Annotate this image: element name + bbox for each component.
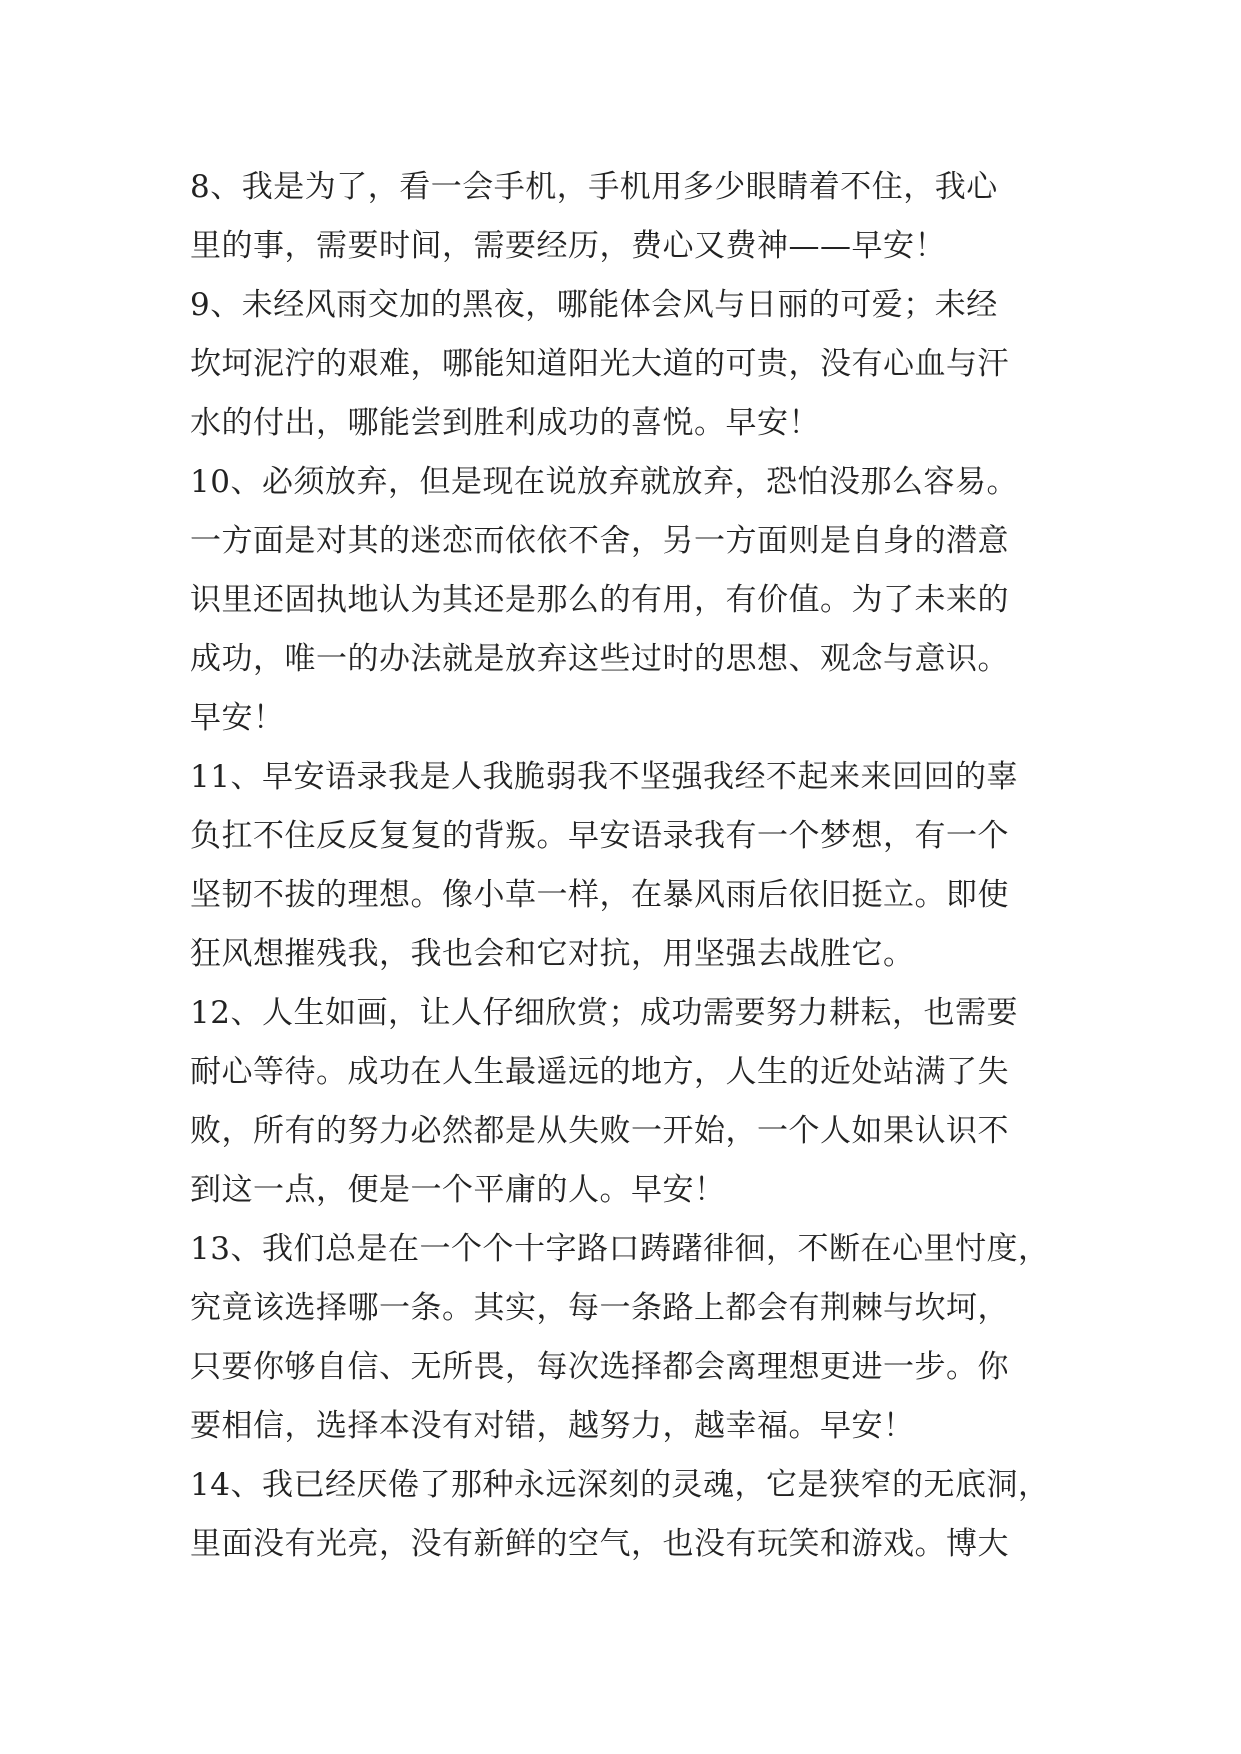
text-line: 14、我已经厌倦了那种永远深刻的灵魂，它是狭窄的无底洞， bbox=[190, 1467, 1050, 1503]
text-line: 9、未经风雨交加的黑夜，哪能体会风与日丽的可爱；未经 bbox=[190, 287, 998, 323]
text-line: 究竟该选择哪一条。其实，每一条路上都会有荆棘与坎坷， bbox=[190, 1290, 1009, 1326]
text-line: 败，所有的努力必然都是从失败一开始，一个人如果认识不 bbox=[190, 1113, 1009, 1149]
text-line: 负扛不住反反复复的背叛。早安语录我有一个梦想，有一个 bbox=[190, 818, 1009, 854]
text-line: 成功，唯一的办法就是放弃这些过时的思想、观念与意识。 bbox=[190, 641, 1009, 677]
text-line: 坚韧不拔的理想。像小草一样，在暴风雨后依旧挺立。即使 bbox=[190, 877, 1009, 913]
text-line: 水的付出，哪能尝到胜利成功的喜悦。早安！ bbox=[190, 405, 820, 441]
text-line: 12、人生如画，让人仔细欣赏；成功需要努力耕耘，也需要 bbox=[190, 995, 1018, 1031]
text-line: 到这一点，便是一个平庸的人。早安！ bbox=[190, 1172, 726, 1208]
text-line: 耐心等待。成功在人生最遥远的地方，人生的近处站满了失 bbox=[190, 1054, 1009, 1090]
text-line: 11、早安语录我是人我脆弱我不坚强我经不起来来回回的辜 bbox=[190, 759, 1018, 795]
text-line: 13、我们总是在一个个十字路口踌躇徘徊，不断在心里忖度， bbox=[190, 1231, 1050, 1267]
text-line: 里面没有光亮，没有新鲜的空气，也没有玩笑和游戏。博大 bbox=[190, 1526, 1009, 1562]
text-line: 里的事，需要时间，需要经历，费心又费神——早安！ bbox=[190, 228, 946, 264]
text-line: 坎坷泥泞的艰难，哪能知道阳光大道的可贵，没有心血与汗 bbox=[190, 346, 1009, 382]
text-line: 要相信，选择本没有对错，越努力，越幸福。早安！ bbox=[190, 1408, 915, 1444]
document-body bbox=[190, 158, 1062, 1574]
text-line: 只要你够自信、无所畏，每次选择都会离理想更进一步。你 bbox=[190, 1349, 1009, 1385]
text-line: 识里还固执地认为其还是那么的有用，有价值。为了未来的 bbox=[190, 582, 1009, 618]
text-line: 早安！ bbox=[190, 700, 285, 736]
text-line: 10、必须放弃，但是现在说放弃就放弃，恐怕没那么容易。 bbox=[190, 464, 1018, 500]
text-line: 一方面是对其的迷恋而依依不舍，另一方面则是自身的潜意 bbox=[190, 523, 1009, 559]
text-line: 8、我是为了，看一会手机，手机用多少眼睛着不住，我心 bbox=[190, 169, 998, 205]
text-line: 狂风想摧残我，我也会和它对抗，用坚强去战胜它。 bbox=[190, 936, 915, 972]
